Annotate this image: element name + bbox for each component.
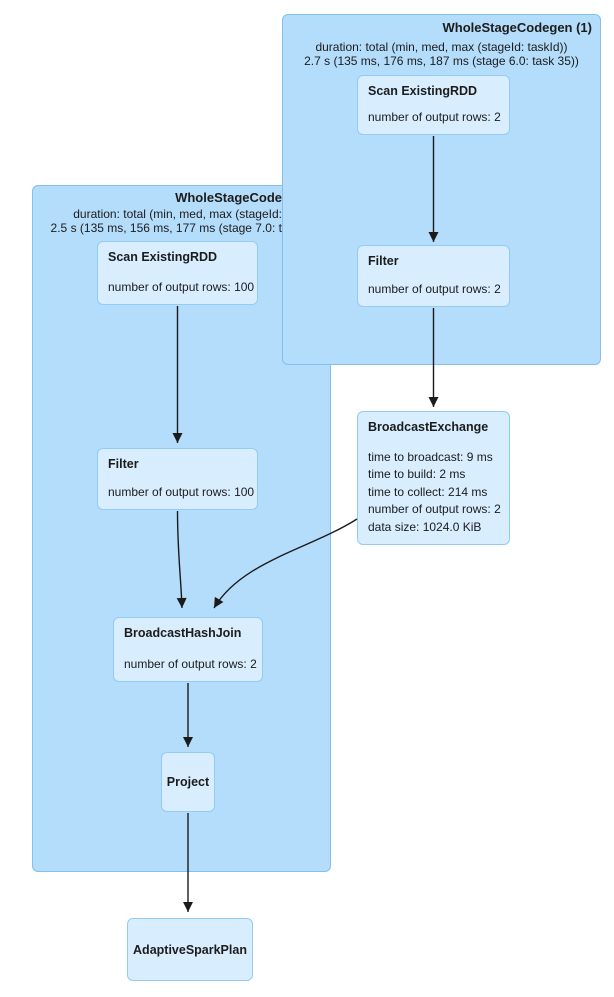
node-metric: number of output rows: 2 bbox=[124, 656, 257, 671]
node-filter-2[interactable] bbox=[97, 448, 258, 510]
cluster-duration-value-codegen-1: 2.7 s (135 ms, 176 ms, 187 ms (stage 6.0: task 35)) bbox=[304, 54, 579, 68]
cluster-title-codegen-1: WholeStageCodegen (1) bbox=[442, 20, 592, 35]
node-metrics bbox=[368, 449, 499, 537]
node-broadcast-hash-join[interactable] bbox=[113, 617, 263, 682]
node-title: Filter bbox=[108, 457, 139, 471]
node-metric: time to broadcast: 9 ms bbox=[368, 449, 493, 464]
node-metric: number of output rows: 100 bbox=[108, 484, 255, 499]
cluster-duration-label-codegen-2: duration: total (min, med, max (stageId: bbox=[73, 207, 282, 221]
cluster-title-codegen-2: WholeStageCode bbox=[175, 190, 282, 205]
cluster-duration-value-codegen-2: 2.5 s (135 ms, 156 ms, 177 ms (stage 7.0: t bbox=[50, 221, 282, 235]
node-title: BroadcastExchange bbox=[368, 420, 489, 434]
node-metric: time to build: 2 ms bbox=[368, 467, 466, 481]
node-scan-existingrdd-2[interactable] bbox=[97, 241, 258, 305]
node-title: Filter bbox=[368, 254, 399, 268]
node-broadcast-exchange[interactable] bbox=[357, 411, 510, 545]
node-metric: data size: 1024.0 KiB bbox=[368, 519, 482, 534]
node-filter-1[interactable] bbox=[357, 245, 510, 307]
node-metric: number of output rows: 2 bbox=[368, 109, 501, 124]
node-scan-existingrdd-1[interactable] bbox=[357, 75, 510, 135]
node-title: BroadcastHashJoin bbox=[124, 626, 242, 640]
node-title: Scan ExistingRDD bbox=[368, 84, 478, 98]
node-project[interactable] bbox=[161, 752, 215, 812]
node-metric: number of output rows: 100 bbox=[108, 279, 255, 294]
cluster-duration-label-codegen-1: duration: total (min, med, max (stageId: taskId)) bbox=[315, 40, 568, 54]
node-adaptive-spark-plan[interactable] bbox=[127, 918, 253, 981]
node-metric: time to collect: 214 ms bbox=[368, 484, 488, 499]
node-title: AdaptiveSparkPlan bbox=[133, 942, 247, 957]
node-metric: number of output rows: 2 bbox=[368, 502, 501, 516]
node-title: Scan ExistingRDD bbox=[108, 250, 218, 264]
node-title: Project bbox=[166, 775, 210, 789]
node-metric: number of output rows: 2 bbox=[368, 281, 501, 296]
